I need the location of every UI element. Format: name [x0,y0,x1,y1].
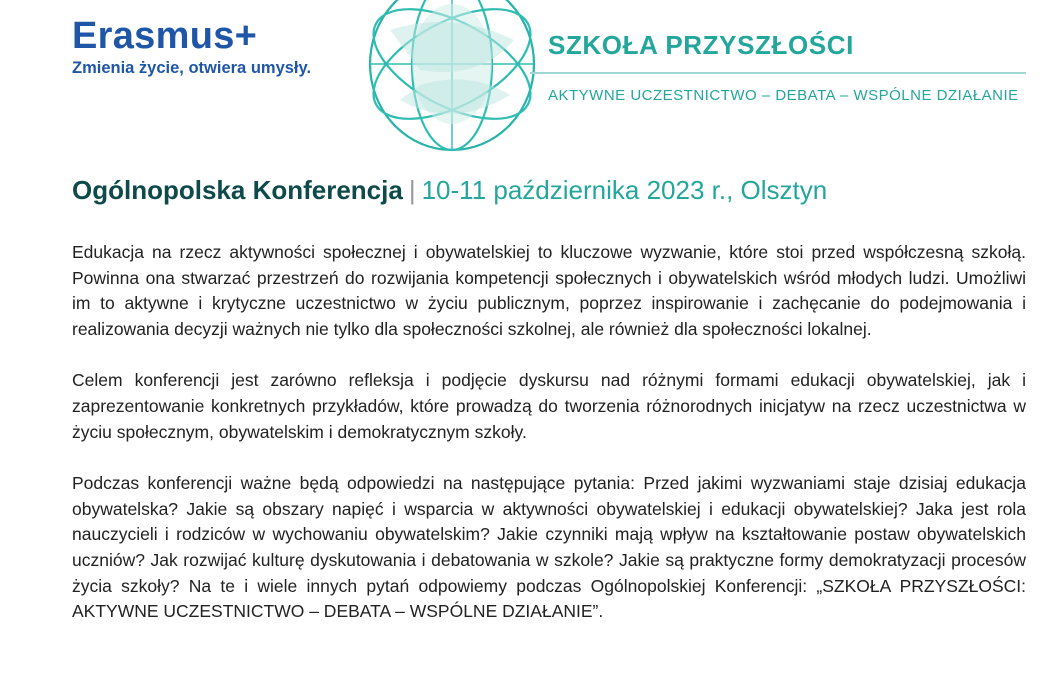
paragraph-questions: Podczas konferencji ważne będą odpowiedzi na następujące pytania: Przed jakimi wyzwaniami staje dzisiaj edukacja obywatelska? Jakie są obszary napięć i wsparcia w aktywności obywatelskiej i edukacji obywatelskiej? Jaka jest rola nauczycieli i rodziców w wychowaniu obywatelskim? Jakie czynniki mają wpływ na kształtowanie postaw obywatelskich uczniów? Jak rozwijać kulturę dyskutowania i debatowania w szkole? Jakie są praktyczne formy demokratyzacji procesów życia szkoły? Na te i wiele innych pytań odpowiemy podczas Ogólnopolskiej Konferencji: „SZKOŁA PRZYSZŁOŚCI: AKTYWNE UCZESTNICTWO – DEBATA – WSPÓLNE DZIAŁANIE”. [72,473,1026,622]
body-text [72,240,1026,651]
erasmus-logo [72,16,311,78]
paragraph-goal: Celem konferencji jest zarówno refleksja i podjęcie dyskursu nad różnymi formami edukacji obywatelskiej, jak i zaprezentowanie konkretnych przykładów, które prowadzą do tworzenia różnorodnych inicjatyw na rzecz uczestnictwa w życiu społecznym, obywatelskim i demokratycznym szkoły. [72,370,1026,442]
header-divider [530,72,1026,74]
globe-emblem-icon [360,0,540,155]
conference-name: Ogólnopolska Konferencja [72,175,403,205]
erasmus-logo-name: Erasmus+ [72,15,258,57]
heading-separator: | [408,175,416,205]
erasmus-logo-tagline: Zmienia życie, otwiera umysły. [72,59,312,77]
project-subtitle: AKTYWNE UCZESTNICTWO – DEBATA – WSPÓLNE DZIAŁANIE [548,87,1019,104]
conference-heading [72,174,827,206]
conference-date-place: 10-11 października 2023 r., Olsztyn [421,175,828,205]
project-title: SZKOŁA PRZYSZŁOŚCI [548,30,854,60]
paragraph-intro: Edukacja na rzecz aktywności społecznej i obywatelskiej to kluczowe wyzwanie, które stoi przed współczesną szkołą. Powinna ona stwarzać przestrzeń do rozwijania kompetencji społecznych i obywatelskich wśród młodych ludzi. Umożliwi im to aktywne i krytyczne uczestnictwo w życiu publicznym, poprzez inspirowanie i zachęcanie do podejmowania i realizowania decyzji ważnych nie tylko dla społeczności szkolnej, ale również dla społeczności lokalnej. [72,242,1026,339]
